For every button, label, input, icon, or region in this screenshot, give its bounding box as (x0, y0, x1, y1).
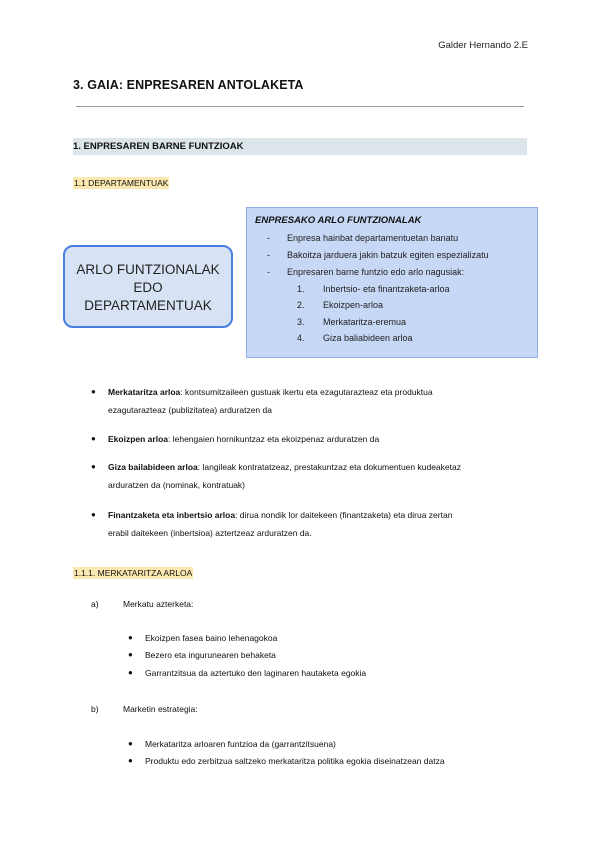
dash-marker: - (267, 250, 270, 260)
bullet-ekoizpen-line-1 (108, 433, 379, 445)
subsection-heading-merkataritza (73, 563, 193, 581)
bullet-giza-line-1 (108, 461, 461, 473)
section-heading-text: 1. ENPRESAREN BARNE FUNTZIOAK (73, 141, 244, 152)
left-box-line-1: ARLO FUNTZIONALAK (76, 262, 220, 277)
numbered-item-number: 3. (297, 317, 305, 327)
bullet-bold-term: Merkataritza arloa (108, 387, 181, 397)
bullet-merkataritza-line-1 (108, 386, 433, 398)
subsection-heading-text: 1.1 DEPARTAMENTUAK (74, 178, 169, 188)
bullet-finantzaketa-line-1 (108, 509, 452, 521)
detail-dash-item: Enpresaren barne funtzio edo arlo nagusiak: (287, 267, 465, 277)
numbered-item-number: 1. (297, 284, 305, 294)
bullet-text: : kontsumitzaileen gustuak ikertu eta ezagutarazteaz eta produktua (180, 387, 433, 397)
list-b-item: Merkataritza arloaren funtzioa da (garrantzitsuena) (145, 739, 336, 749)
numbered-item-text: Merkataritza-eremua (323, 317, 407, 327)
bullet-bold-term: Ekoizpen arloa (108, 434, 168, 444)
detail-dash-item: Enpresa hainbat departamentuetan banatu (287, 233, 459, 243)
list-a-marker: a) (91, 599, 99, 609)
bullet-finantzaketa-line-2: erabil daitekeen (inbertsioa) aztertzeaz arduratzen da. (108, 528, 312, 538)
bullet-dot: ● (91, 462, 96, 471)
dash-marker: - (267, 267, 270, 277)
bullet-dot: ● (128, 739, 133, 748)
numbered-item-number: 2. (297, 300, 305, 310)
list-b-item: Produktu edo zerbitzua saltzeko merkataritza politika egokia diseinatzean datza (145, 756, 445, 766)
dash-marker: - (267, 233, 270, 243)
bullet-dot: ● (128, 668, 133, 677)
bullet-bold-term: Giza bailabideen arloa (108, 462, 198, 472)
bullet-text: : langileak kontratatzeaz, prestakuntzaz eta dokumentuen kudeaketaz (197, 462, 461, 472)
bullet-giza-line-2: arduratzen da (nominak, kontratuak) (108, 480, 246, 490)
bullet-dot: ● (128, 756, 133, 765)
list-a-item: Bezero eta ingurunearen behaketa (145, 650, 276, 660)
bullet-bold-term: Finantzaketa eta inbertsio arloa (108, 510, 236, 520)
numbered-item-text: Giza baliabideen arloa (323, 333, 413, 343)
numbered-item-number: 4. (297, 333, 305, 343)
list-a-item: Garrantzitsua da aztertuko den laginaren hautaketa egokia (145, 668, 367, 678)
left-box-line-3: DEPARTAMENTUAK (84, 298, 212, 313)
author-name: Galder Hernando 2.E (438, 40, 528, 51)
subsection-heading-departamentuak (73, 173, 169, 191)
bullet-merkataritza-line-2: ezagutarazteaz (publizitatea) arduratzen da (108, 405, 272, 415)
left-box-line-2: EDO (133, 280, 163, 295)
subsection-heading-text: 1.1.1. MERKATARITZA ARLOA (74, 568, 193, 578)
list-b-label: Marketin estrategia: (123, 704, 198, 714)
bullet-text: : dirua nondik lor daitekeen (finantzaketa) eta dirua zertan (235, 510, 453, 520)
bullet-dot: ● (91, 387, 96, 396)
detail-dash-item: Bakoitza jarduera jakin batzuk egiten espezializatu (287, 250, 489, 260)
bullet-text: : lehengaien hornikuntzaz eta ekoizpenaz arduratzen da (168, 434, 380, 444)
bullet-dot: ● (128, 633, 133, 642)
list-b-marker: b) (91, 704, 99, 714)
bullet-dot: ● (128, 650, 133, 659)
bullet-dot: ● (91, 510, 96, 519)
detail-box-title: ENPRESAKO ARLO FUNTZIONALAK (255, 215, 422, 226)
section-heading (73, 138, 527, 155)
document-title: 3. GAIA: ENPRESAREN ANTOLAKETA (73, 78, 304, 92)
functional-areas-detail-box (246, 207, 538, 358)
numbered-item-text: Ekoizpen-arloa (323, 300, 384, 310)
title-divider (76, 106, 524, 107)
numbered-item-text: Inbertsio- eta finantzaketa-arloa (323, 284, 450, 294)
bullet-dot: ● (91, 434, 96, 443)
list-a-item: Ekoizpen fasea baino lehenagokoa (145, 633, 278, 643)
list-a-label: Merkatu azterketa: (123, 599, 194, 609)
functional-areas-box (63, 245, 233, 328)
